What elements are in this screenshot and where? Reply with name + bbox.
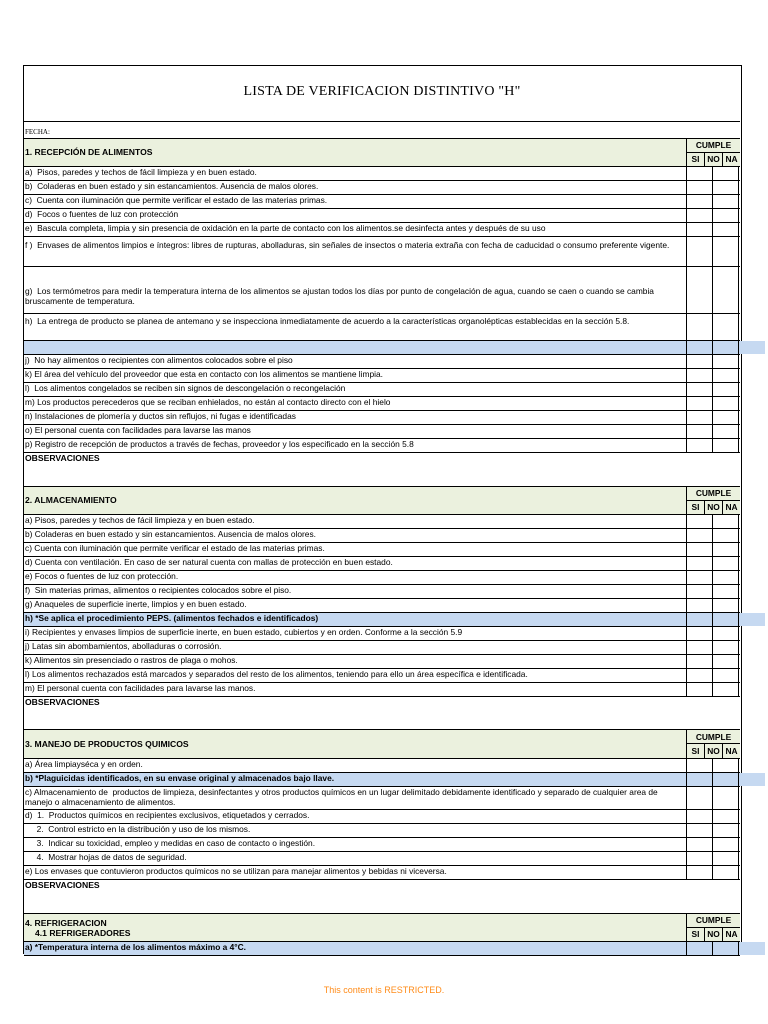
title-area <box>24 66 740 122</box>
item-text: m) El personal cuenta con facilidades para lavarse las manos. <box>24 683 687 696</box>
item-text: o) El personal cuenta con facilidades para lavarse las manos <box>24 425 687 438</box>
no-cell[interactable] <box>713 341 739 354</box>
section-title: 3. MANEJO DE PRODUCTOS QUIMICOS <box>24 730 687 758</box>
checklist-row <box>24 585 740 599</box>
item-text: k) Alimentos sin presenciado o rastros de plaga o mohos. <box>24 655 687 668</box>
checklist-row-critical <box>24 613 740 627</box>
col-si: SI <box>687 153 705 167</box>
si-cell[interactable] <box>687 383 713 396</box>
observaciones-label: OBSERVACIONES <box>25 697 100 707</box>
na-cell[interactable] <box>739 195 765 208</box>
na-cell[interactable] <box>739 838 765 851</box>
no-cell[interactable] <box>713 571 739 584</box>
no-cell[interactable] <box>713 599 739 612</box>
observaciones-label: OBSERVACIONES <box>25 880 100 890</box>
item-text: b) *Plaguicidas identificados, en su envase original y almacenados bajo llave. <box>24 773 687 786</box>
section-header-refrigeracion <box>24 914 740 942</box>
checklist-row <box>24 759 740 773</box>
checklist-row <box>24 355 740 369</box>
si-cell[interactable] <box>687 669 713 682</box>
section-title: 2. ALMACENAMIENTO <box>24 487 687 514</box>
item-text: b) Coladeras en buen estado y sin estancamientos. Ausencia de malos olores. <box>24 529 687 542</box>
si-cell[interactable] <box>687 439 713 452</box>
checklist-row <box>24 195 740 209</box>
no-cell[interactable] <box>713 439 739 452</box>
checklist-row <box>24 267 740 314</box>
no-cell[interactable] <box>713 209 739 222</box>
si-cell[interactable] <box>687 411 713 424</box>
checklist-row <box>24 314 740 341</box>
section-subtitle: 4.1 REFRIGERADORES <box>35 928 131 938</box>
na-cell[interactable] <box>739 613 765 626</box>
na-cell[interactable] <box>739 852 765 865</box>
si-cell[interactable] <box>687 515 713 528</box>
item-text: a) Área limpiayséca y en orden. <box>24 759 687 772</box>
checklist-row <box>24 167 740 181</box>
no-cell[interactable] <box>713 942 739 955</box>
na-cell[interactable] <box>739 355 765 368</box>
section-title-block <box>24 914 687 941</box>
item-text: c) Almacenamiento de productos de limpieza, desinfectantes y otros productos químicos en un lugar delimitado debidamente identificado y separado de cualquier area de manejo o almacenamiento de alimentos. <box>24 787 687 809</box>
checklist-row <box>24 852 740 866</box>
no-cell[interactable] <box>713 543 739 556</box>
checklist-row <box>24 599 740 613</box>
si-cell[interactable] <box>687 209 713 222</box>
item-text: i) Recipientes y envases limpios de superficie inerte, en buen estado, cubiertos y en orden. Conforme a la sección 5.9 <box>24 627 687 640</box>
no-cell[interactable] <box>713 683 739 696</box>
no-cell[interactable] <box>713 838 739 851</box>
checklist-row <box>24 237 740 267</box>
no-cell[interactable] <box>713 314 739 340</box>
checklist-row <box>24 411 740 425</box>
na-cell[interactable] <box>739 529 765 542</box>
item-text: a) Pisos, paredes y techos de fácil limpieza y en buen estado. <box>24 167 687 180</box>
checklist-row-critical <box>24 773 740 787</box>
na-cell[interactable] <box>739 810 765 823</box>
si-cell[interactable] <box>687 314 713 340</box>
item-text: d) Cuenta con ventilación. En caso de ser natural cuenta con mallas de protección en buen estado. <box>24 557 687 570</box>
no-cell[interactable] <box>713 627 739 640</box>
checklist-row <box>24 383 740 397</box>
na-cell[interactable] <box>739 571 765 584</box>
si-cell[interactable] <box>687 655 713 668</box>
na-cell[interactable] <box>739 209 765 222</box>
na-cell[interactable] <box>739 942 765 955</box>
si-cell[interactable] <box>687 557 713 570</box>
si-cell[interactable] <box>687 599 713 612</box>
na-cell[interactable] <box>739 223 765 236</box>
section-title: 4. REFRIGERACION <box>25 918 107 928</box>
item-text-g <box>24 267 687 313</box>
na-cell[interactable] <box>739 167 765 180</box>
no-cell[interactable] <box>713 515 739 528</box>
checklist-row <box>24 223 740 237</box>
na-cell[interactable] <box>739 824 765 837</box>
si-cell[interactable] <box>687 341 713 354</box>
na-cell[interactable] <box>739 267 765 313</box>
item-text: e) Bascula completa, limpia y sin presencia de oxidación en la parte de contacto con los alimentos.se desinfecta antes y después de su uso <box>24 223 687 236</box>
section-title: 1. RECEPCIÓN DE ALIMENTOS <box>24 139 687 166</box>
no-cell[interactable] <box>713 773 739 786</box>
checklist-row <box>24 369 740 383</box>
item-text: e) Los envases que contuvieron productos químicos no se utilizan para manejar alimentos y bebidas ni viceversa. <box>24 866 687 879</box>
si-cell[interactable] <box>687 824 713 837</box>
item-text: l) Los alimentos rechazados está marcados y separados del resto de los alimentos, teniendo para ello un área específica e identificada. <box>24 669 687 682</box>
na-cell[interactable] <box>739 641 765 654</box>
na-cell[interactable] <box>739 866 765 879</box>
na-cell[interactable] <box>739 683 765 696</box>
no-cell[interactable] <box>713 369 739 382</box>
na-cell[interactable] <box>739 369 765 382</box>
col-no: NO <box>705 501 723 515</box>
cumple-label: CUMPLE <box>687 139 740 153</box>
item-text: a) Pisos, paredes y techos de fácil limpieza y en buen estado. <box>24 515 687 528</box>
item-text: f) Sin materias primas, alimentos o recipientes colocados sobre el piso. <box>24 585 687 598</box>
col-si: SI <box>687 744 705 758</box>
observaciones-row[interactable] <box>24 880 740 914</box>
no-cell[interactable] <box>713 852 739 865</box>
si-cell[interactable] <box>687 223 713 236</box>
na-cell[interactable] <box>739 585 765 598</box>
item-text: 4. Mostrar hojas de datos de seguridad. <box>24 852 687 865</box>
checklist-row <box>24 543 740 557</box>
si-cell[interactable] <box>687 852 713 865</box>
na-cell[interactable] <box>739 627 765 640</box>
item-text: 3. Indicar su toxicidad, empleo y medidas en caso de contacto o ingestión. <box>24 838 687 851</box>
no-cell[interactable] <box>713 866 739 879</box>
si-cell[interactable] <box>687 237 713 266</box>
checklist-row <box>24 838 740 852</box>
no-cell[interactable] <box>713 787 739 809</box>
no-cell[interactable] <box>713 223 739 236</box>
no-cell[interactable] <box>713 641 739 654</box>
na-cell[interactable] <box>739 669 765 682</box>
na-cell[interactable] <box>739 773 765 786</box>
si-cell[interactable] <box>687 810 713 823</box>
observaciones-label: OBSERVACIONES <box>25 453 100 463</box>
col-si: SI <box>687 501 705 515</box>
na-cell[interactable] <box>739 787 765 809</box>
na-cell[interactable] <box>739 599 765 612</box>
document-title: LISTA DE VERIFICACION DISTINTIVO "H" <box>243 84 521 99</box>
item-text-i <box>24 341 687 354</box>
item-text: f ) Envases de alimentos limpios e íntegros: libres de rupturas, abolladuras, sin señales de insectos o materia extraña con fecha de caducidad o consumo preferente vigente. <box>24 237 687 266</box>
si-cell[interactable] <box>687 167 713 180</box>
na-cell[interactable] <box>739 237 765 266</box>
na-cell[interactable] <box>739 557 765 570</box>
col-no: NO <box>705 153 723 167</box>
si-cell[interactable] <box>687 425 713 438</box>
si-cell[interactable] <box>687 773 713 786</box>
item-text: b) Coladeras en buen estado y sin estancamientos. Ausencia de malos olores. <box>24 181 687 194</box>
item-text: k) El área del vehículo del proveedor que esta en contacto con los alimentos se mantiene limpia. <box>24 369 687 382</box>
si-cell[interactable] <box>687 585 713 598</box>
observaciones-row[interactable] <box>24 453 740 487</box>
item-text: c) Cuenta con iluminación que permite verificar el estado de las materias primas. <box>24 195 687 208</box>
na-cell[interactable] <box>739 383 765 396</box>
item-text: l) Los alimentos congelados se reciben sin signos de descongelación o recongelación <box>24 383 687 396</box>
na-cell[interactable] <box>739 314 765 340</box>
item-text: j) No hay alimentos o recipientes con alimentos colocados sobre el piso <box>24 355 687 368</box>
no-cell[interactable] <box>713 181 739 194</box>
no-cell[interactable] <box>713 613 739 626</box>
checklist-row <box>24 425 740 439</box>
si-cell[interactable] <box>687 397 713 410</box>
no-cell[interactable] <box>713 397 739 410</box>
no-cell[interactable] <box>713 195 739 208</box>
checklist-row <box>24 641 740 655</box>
item-text: a) *Temperatura interna de los alimentos máximo a 4°C. <box>24 942 687 955</box>
na-cell[interactable] <box>739 341 765 354</box>
item-text: j) Latas sin abombamientos, abolladuras o corrosión. <box>24 641 687 654</box>
checklist-row <box>24 824 740 838</box>
checklist-row <box>24 810 740 824</box>
na-cell[interactable] <box>739 425 765 438</box>
cumple-header <box>687 914 740 941</box>
checklist-row <box>24 209 740 223</box>
si-cell[interactable] <box>687 641 713 654</box>
checklist-row <box>24 866 740 880</box>
no-cell[interactable] <box>713 810 739 823</box>
checklist-row <box>24 571 740 585</box>
si-cell[interactable] <box>687 683 713 696</box>
checklist-row-critical <box>24 942 740 956</box>
section-header-recepcion <box>24 138 740 167</box>
cumple-label: CUMPLE <box>687 487 740 501</box>
item-text: h) La entrega de producto se planea de antemano y se inspecciona inmediatamente de acuerdo a la características organolépticas establecidas en la sección 5.8. <box>24 314 687 340</box>
cumple-header <box>687 139 740 166</box>
si-cell[interactable] <box>687 369 713 382</box>
na-cell[interactable] <box>739 515 765 528</box>
si-cell[interactable] <box>687 838 713 851</box>
checklist-row <box>24 627 740 641</box>
item-text: d) Focos o fuentes de luz con protección <box>24 209 687 222</box>
si-cell[interactable] <box>687 543 713 556</box>
si-cell[interactable] <box>687 866 713 879</box>
si-cell[interactable] <box>687 529 713 542</box>
col-na: NA <box>725 929 738 940</box>
no-cell[interactable] <box>713 237 739 266</box>
si-cell[interactable] <box>687 942 713 955</box>
si-cell[interactable] <box>687 627 713 640</box>
checklist-rows <box>24 138 740 956</box>
cumple-header <box>687 487 740 514</box>
col-na: NA <box>725 154 738 165</box>
no-cell[interactable] <box>713 529 739 542</box>
na-cell[interactable] <box>739 759 765 772</box>
cumple-label: CUMPLE <box>687 730 740 744</box>
no-cell[interactable] <box>713 411 739 424</box>
na-cell[interactable] <box>739 181 765 194</box>
checklist-row <box>24 787 740 810</box>
checklist-row <box>24 683 740 697</box>
item-text: p) Registro de recepción de productos a través de fechas, proveedor y los especificado en la sección 5.8 <box>24 439 687 452</box>
no-cell[interactable] <box>713 167 739 180</box>
col-no: NO <box>705 928 723 942</box>
si-cell[interactable] <box>687 759 713 772</box>
si-cell[interactable] <box>687 267 713 313</box>
col-si: SI <box>687 928 705 942</box>
cumple-label: CUMPLE <box>687 914 740 928</box>
si-cell[interactable] <box>687 195 713 208</box>
item-text: g) Anaqueles de superficie inerte, limpios y en buen estado. <box>24 599 687 612</box>
item-text: 2. Control estricto en la distribución y uso de los mismos. <box>24 824 687 837</box>
si-cell[interactable] <box>687 571 713 584</box>
checklist-row <box>24 557 740 571</box>
item-text: e) Focos o fuentes de luz con protección. <box>24 571 687 584</box>
item-text: c) Cuenta con iluminación que permite verificar el estado de las materias primas. <box>24 543 687 556</box>
checklist-row <box>24 669 740 683</box>
no-cell[interactable] <box>713 425 739 438</box>
col-na: NA <box>725 746 738 756</box>
no-cell[interactable] <box>713 383 739 396</box>
na-cell[interactable] <box>739 397 765 410</box>
section-header-quimicos <box>24 730 740 759</box>
item-text: g) Los termómetros para medir la temperatura interna de los alimentos se ajustan todos los días por punto de congelación de agua, cuando se caen o cuando se cambia bruscamente de temperatura. <box>25 286 657 306</box>
checklist-row <box>24 439 740 453</box>
item-text: h) *Se aplica el procedimiento PEPS. (alimentos fechados e identificados) <box>24 613 687 626</box>
na-cell[interactable] <box>739 543 765 556</box>
col-no: NO <box>705 744 723 758</box>
observaciones-row[interactable] <box>24 697 740 730</box>
col-na: NA <box>725 502 738 513</box>
si-cell[interactable] <box>687 787 713 809</box>
item-text: n) Instalaciones de plomería y ductos sin reflujos, ni fugas e identificadas <box>24 411 687 424</box>
no-cell[interactable] <box>713 824 739 837</box>
no-cell[interactable] <box>713 585 739 598</box>
no-cell[interactable] <box>713 759 739 772</box>
no-cell[interactable] <box>713 669 739 682</box>
checklist-row <box>24 529 740 543</box>
checklist-row <box>24 397 740 411</box>
na-cell[interactable] <box>739 655 765 668</box>
item-text: d) 1. Productos químicos en recipientes exclusivos, etiquetados y cerrados. <box>24 810 687 823</box>
si-cell[interactable] <box>687 355 713 368</box>
checklist-row <box>24 515 740 529</box>
no-cell[interactable] <box>713 655 739 668</box>
no-cell[interactable] <box>713 267 739 313</box>
fecha-label: FECHA: <box>25 128 50 136</box>
checklist-row <box>24 181 740 195</box>
no-cell[interactable] <box>713 355 739 368</box>
checklist-row-critical <box>24 341 740 355</box>
si-cell[interactable] <box>687 613 713 626</box>
cumple-header <box>687 730 740 758</box>
checklist-row <box>24 655 740 669</box>
na-cell[interactable] <box>739 411 765 424</box>
section-header-almacenamiento <box>24 487 740 515</box>
si-cell[interactable] <box>687 181 713 194</box>
item-text: m) Los productos perecederos que se reciban enhielados, no están al contacto directo con el hielo <box>24 397 687 410</box>
no-cell[interactable] <box>713 557 739 570</box>
restricted-notice: This content is RESTRICTED. <box>323 985 445 995</box>
checklist-sheet <box>23 65 742 954</box>
na-cell[interactable] <box>739 439 765 452</box>
